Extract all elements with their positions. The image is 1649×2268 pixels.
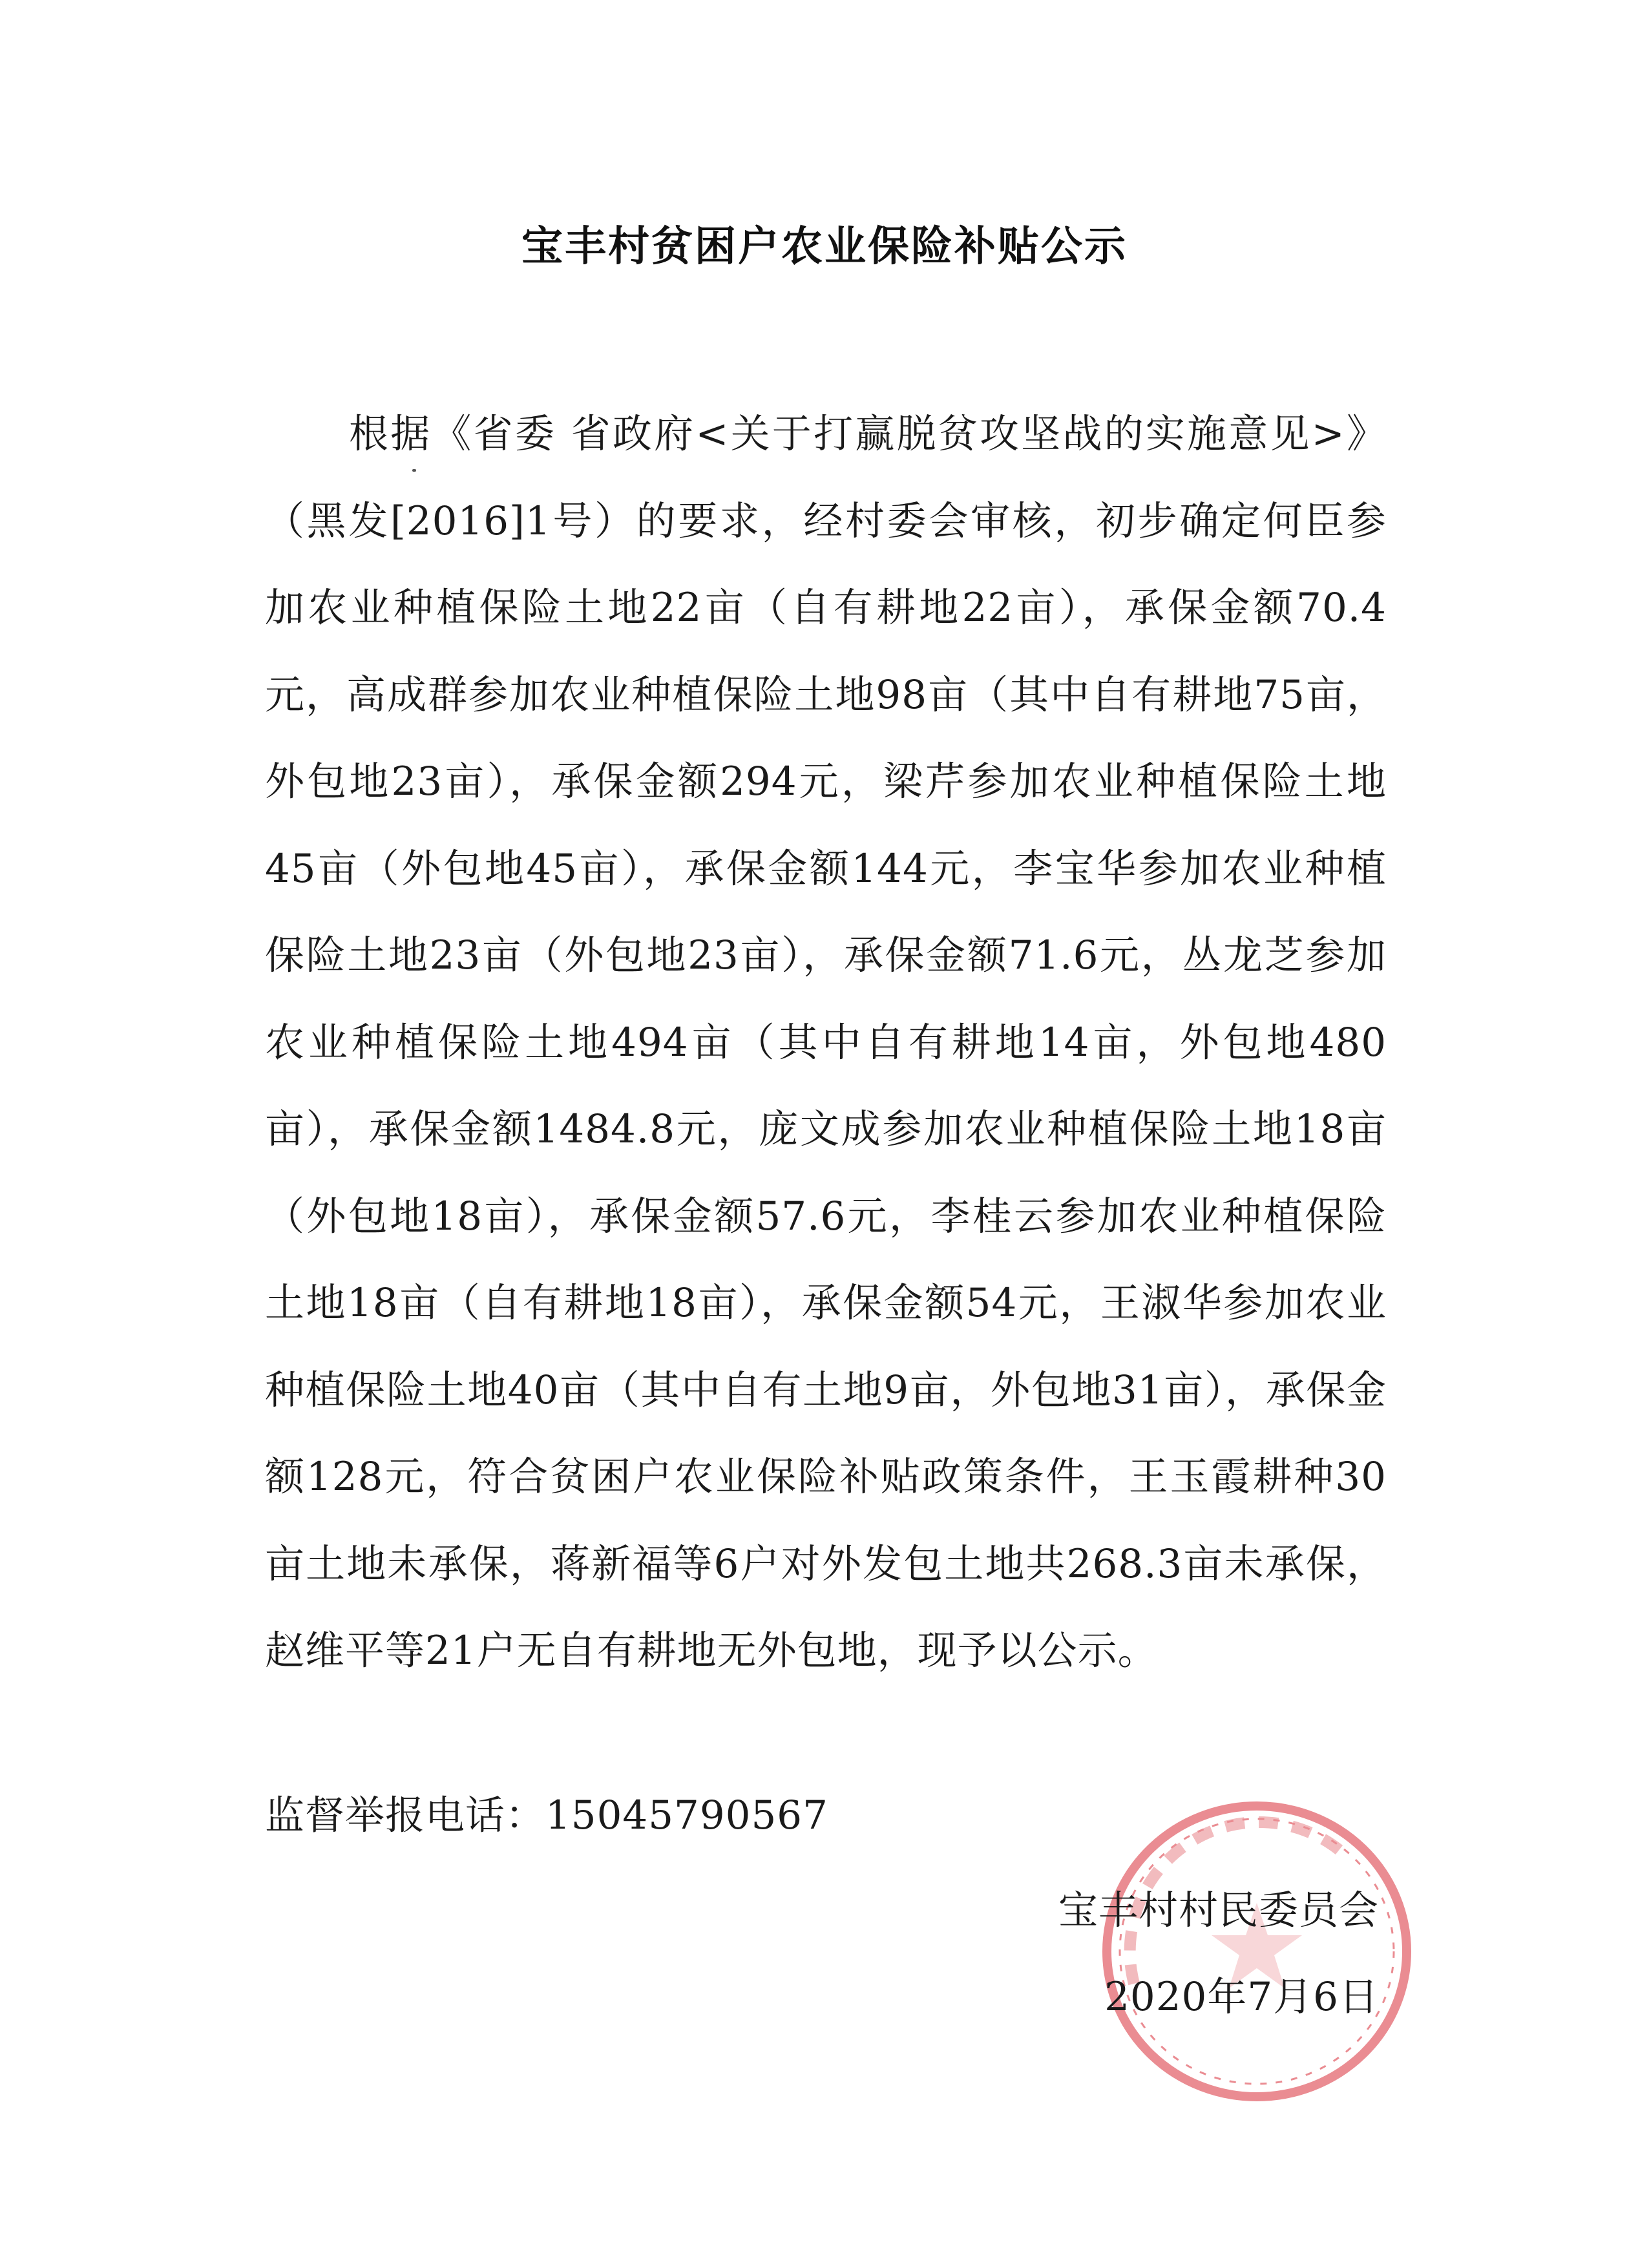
issue-date: 2020年7月6日 [1104, 1974, 1379, 2020]
report-hotline: 监督举报电话：15045790567 [265, 1792, 828, 1838]
issuer-name: 宝丰村村民委员会 [1058, 1887, 1379, 1933]
signature-block [1058, 1867, 1379, 2041]
document-body: 根据《省委 省政府<关于打赢脱贫攻坚战的实施意见>》（黑发[2016]1号）的要求，经村委会审核，初步确定何臣参加农业种植保险土地22亩（自有耕地22亩），承保金额70.4元，高成群参加农业种植保险土地98亩（其中自有耕地75亩，外包地23亩），承保金额294元，梁芹参加农业种植保险土地45亩（外包地45亩），承保金额144元，李宝华参加农业种植保险土地23亩（外包地23亩），承保金额71.6元，丛龙芝参加农业种植保险土地494亩（其中自有耕地14亩，外包地480亩），承保金额1484.8元，庞文成参加农业种植保险土地18亩（外包地18亩），承保金额57.6元，李桂云参加农业种植保险土地18亩（自有耕地18亩），承保金额54元，王淑华参加农业种植保险土地40亩（其中自有土地9亩，外包地31亩），承保金额128元，符合贫困户农业保险补贴政策条件，王玉霞耕种30亩土地未承保，蒋新福等6户对外发包土地共268.3亩未承保，赵维平等21户无自有耕地无外包地，现予以公示。 [265, 411, 1387, 1674]
document-title: 宝丰村贫困户农业保险补贴公示 [521, 223, 1128, 271]
